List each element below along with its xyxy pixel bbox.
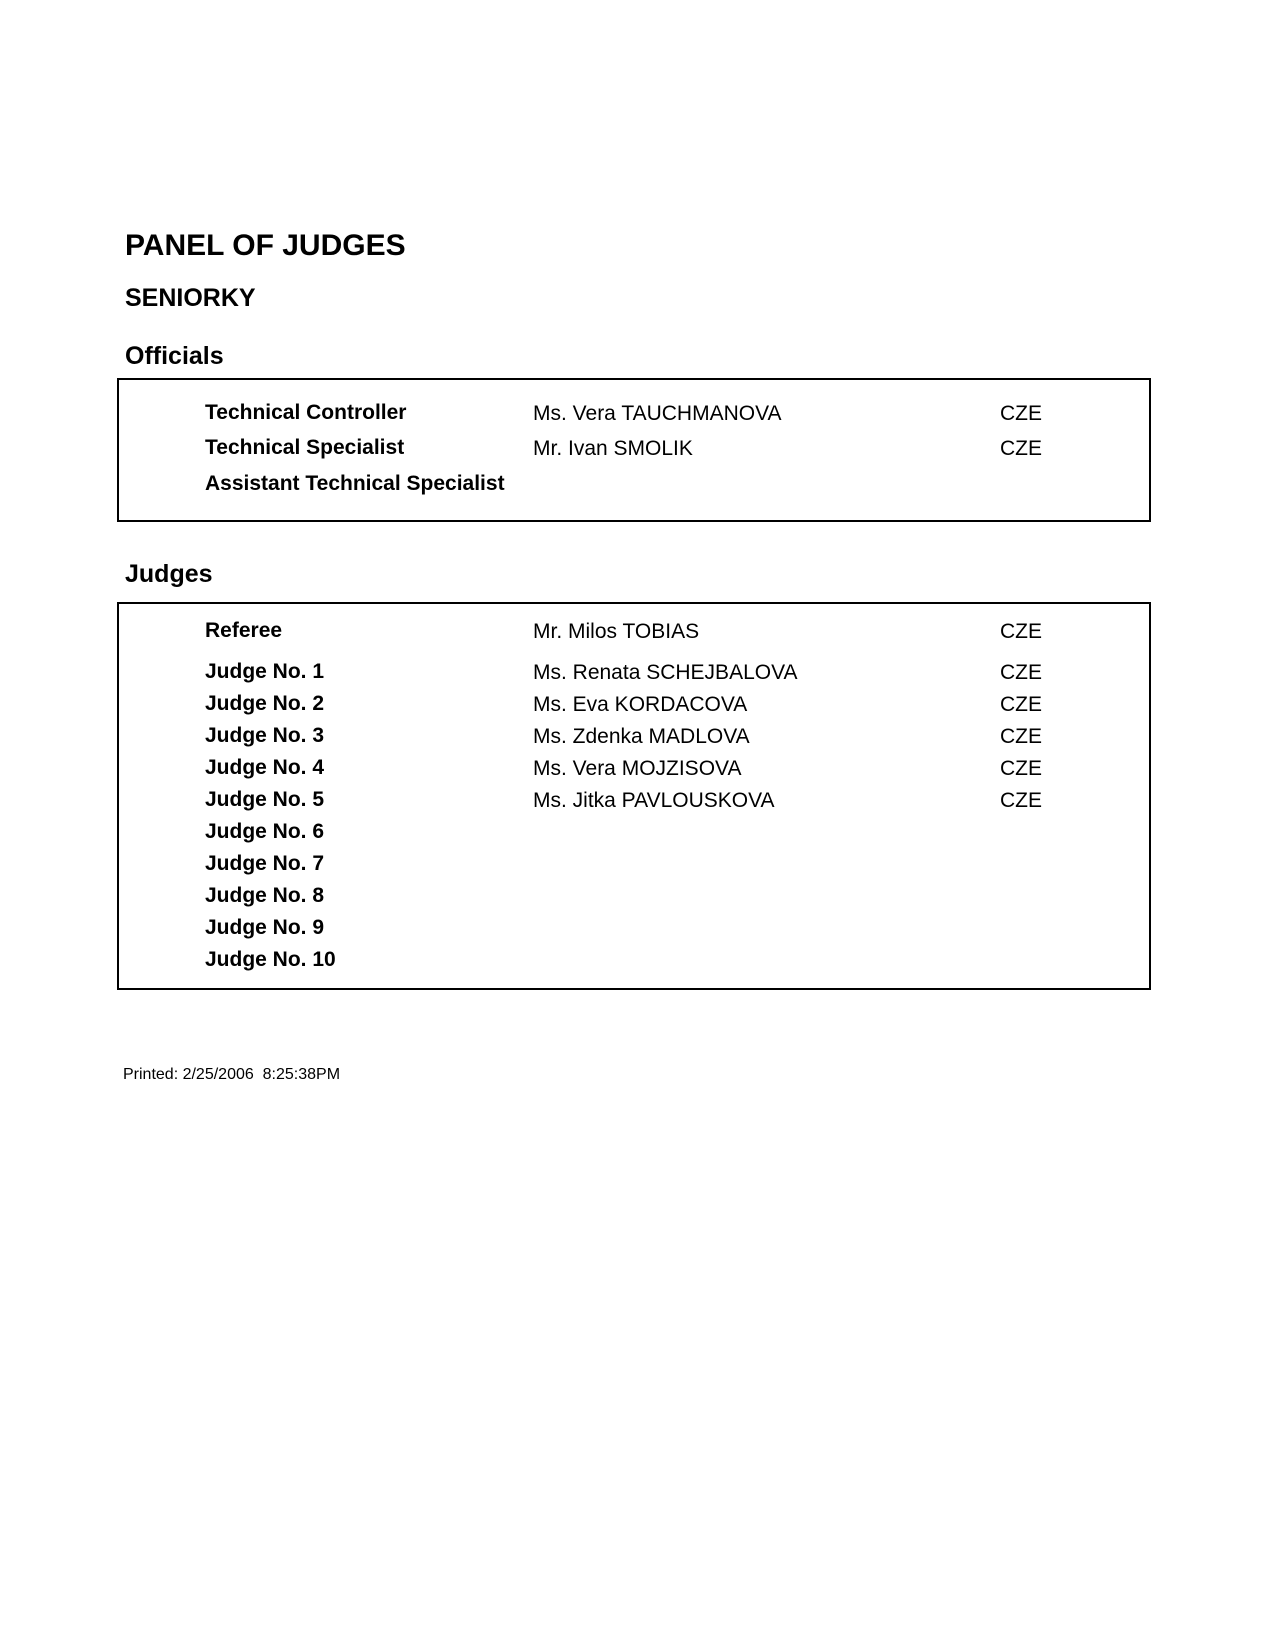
judge-nation: CZE <box>1000 725 1042 748</box>
judge-name: Ms. Jitka PAVLOUSKOVA <box>533 789 775 812</box>
judge-name: Mr. Milos TOBIAS <box>533 620 700 643</box>
judge-row-3 <box>119 723 1149 751</box>
judge-row-5 <box>119 787 1149 815</box>
judge-role: Judge No. 5 <box>205 788 325 811</box>
judge-row-6 <box>119 819 1149 847</box>
judge-role: Judge No. 10 <box>205 948 336 971</box>
official-row-technical-controller <box>119 400 1149 428</box>
judge-role: Judge No. 6 <box>205 820 325 843</box>
judge-row-10 <box>119 947 1149 975</box>
judge-nation: CZE <box>1000 620 1042 643</box>
category-title: SENIORKY <box>125 284 256 312</box>
official-nation: CZE <box>1000 437 1042 460</box>
judge-row-referee <box>119 618 1149 646</box>
judge-nation: CZE <box>1000 693 1042 716</box>
judge-row-1 <box>119 659 1149 687</box>
officials-table <box>117 378 1151 522</box>
officials-heading: Officials <box>125 342 224 370</box>
judge-name: Ms. Eva KORDACOVA <box>533 693 748 716</box>
official-name: Mr. Ivan SMOLIK <box>533 437 693 460</box>
judge-row-7 <box>119 851 1149 879</box>
judges-heading: Judges <box>125 560 213 588</box>
printed-timestamp: Printed: 2/25/2006 8:25:38PM <box>123 1066 341 1083</box>
judge-role: Judge No. 9 <box>205 916 325 939</box>
official-role: Assistant Technical Specialist <box>205 472 505 495</box>
judge-nation: CZE <box>1000 757 1042 780</box>
judge-row-2 <box>119 691 1149 719</box>
judges-table <box>117 602 1151 990</box>
judge-nation: CZE <box>1000 789 1042 812</box>
judge-row-9 <box>119 915 1149 943</box>
judge-role: Judge No. 7 <box>205 852 325 875</box>
judge-name: Ms. Vera MOJZISOVA <box>533 757 742 780</box>
judge-nation: CZE <box>1000 661 1042 684</box>
official-row-assistant-technical-specialist <box>119 471 1149 499</box>
judge-role: Judge No. 2 <box>205 692 325 715</box>
judge-role: Judge No. 3 <box>205 724 325 747</box>
judge-role: Referee <box>205 619 283 642</box>
official-nation: CZE <box>1000 402 1042 425</box>
judge-row-4 <box>119 755 1149 783</box>
official-row-technical-specialist <box>119 435 1149 463</box>
page-title: PANEL OF JUDGES <box>125 229 406 262</box>
official-role: Technical Specialist <box>205 436 405 459</box>
official-role: Technical Controller <box>205 401 407 424</box>
official-name: Ms. Vera TAUCHMANOVA <box>533 402 782 425</box>
judge-name: Ms. Renata SCHEJBALOVA <box>533 661 798 684</box>
judge-row-8 <box>119 883 1149 911</box>
judge-role: Judge No. 8 <box>205 884 325 907</box>
judge-role: Judge No. 4 <box>205 756 325 779</box>
judge-name: Ms. Zdenka MADLOVA <box>533 725 750 748</box>
judge-role: Judge No. 1 <box>205 660 325 683</box>
